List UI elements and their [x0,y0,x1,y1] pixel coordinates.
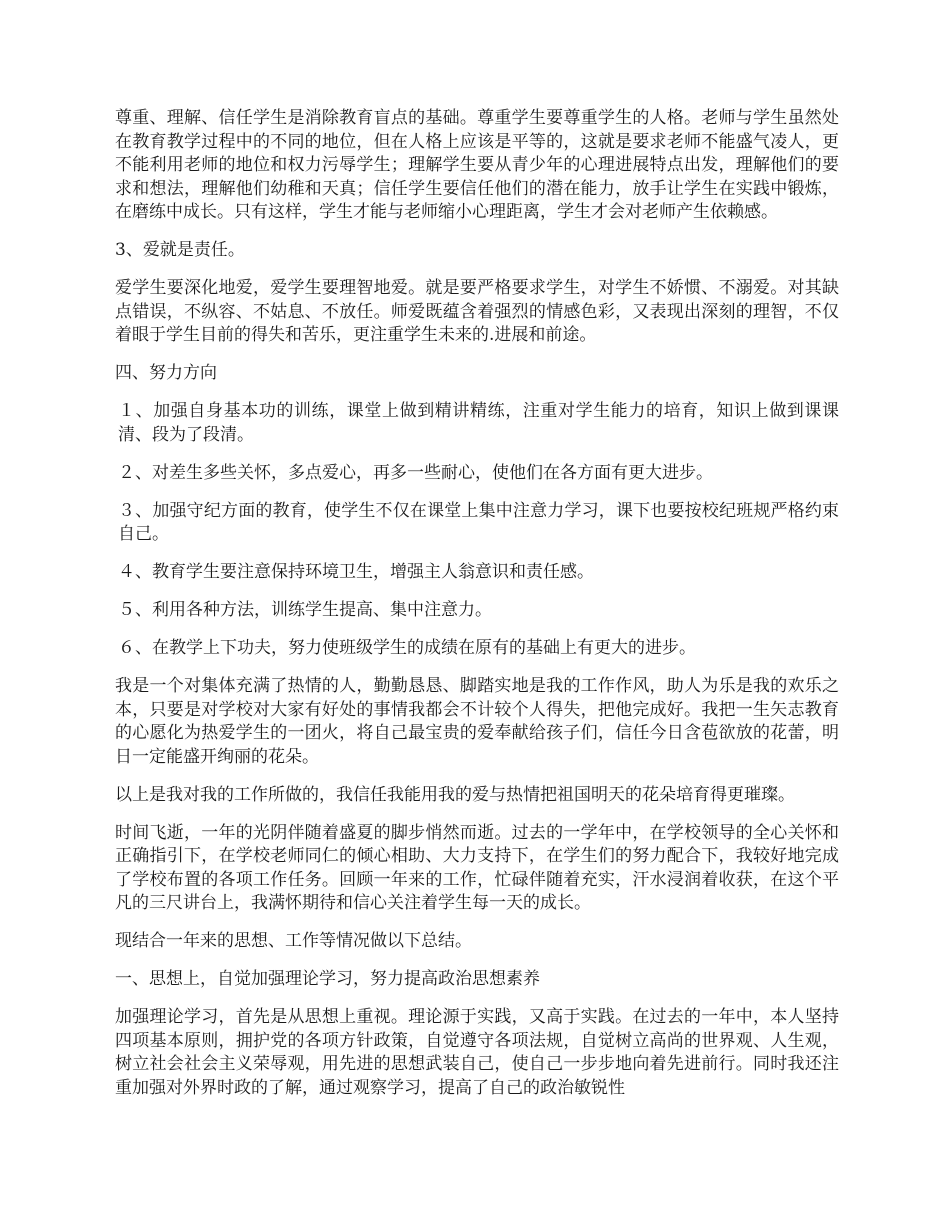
paragraph: 爱学生要深化地爱，爱学生要理智地爱。就是要严格要求学生，对学生不娇惯、不溺爱。对其缺点错误，不纵容、不姑息、不放任。师爱既蕴含着强烈的情感色彩，又表现出深刻的理智，不仅着眼于学生目前的得失和苦乐，更注重学生未来的.进展和前途。 [115,278,839,345]
paragraph: 我是一个对集体充满了热情的人，勤勤恳恳、脚踏实地是我的工作作风，助人为乐是我的欢乐之本，只要是对学校对大家有好处的事情我都会不计较个人得失，把他完成好。我把一生矢志教育的心愿化为热爱学生的一团火，将自己最宝贵的爱奉献给孩子们，信任今日含苞欲放的花蕾，明日一定能盛开绚丽的花朵。 [115,676,839,767]
paragraph: 3、爱就是责任。 [115,240,245,260]
paragraph: 加强理论学习，首先是从思想上重视。理论源于实践，又高于实践。在过去的一年中，本人坚持四项基本原则，拥护党的各项方针政策，自觉遵守各项法规，自觉树立高尚的世界观、人生观，树立社会社会主义荣辱观，用先进的思想武装自己，使自己一步步地向着先进前行。同时我还注重加强对外界时政的了解，通过观察学习，提高了自己的政治敏锐性 [115,1007,839,1098]
list-item: ６、在教学上下功夫，努力使班级学生的成绩在原有的基础上有更大的进步。 [118,638,696,658]
paragraph: 时间飞逝，一年的光阴伴随着盛夏的脚步悄然而逝。过去的一学年中，在学校领导的全心关怀和正确指引下，在学校老师同仁的倾心相助、大力支持下，在学生们的努力配合下，我较好地完成了学校布置的各项工作任务。回顾一年来的工作，忙碌伴随着充实，汗水浸润着收获，在这个平凡的三尺讲台上，我满怀期待和信心关注着学生每一天的成长。 [115,822,839,913]
list-item: ５、利用各种方法，训练学生提高、集中注意力。 [118,600,492,620]
list-item: ３、加强守纪方面的教育，使学生不仅在课堂上集中注意力学习，课下也要按校纪班规严格约束自己。 [118,500,839,544]
list-item: ２、对差生多些关怀，多点爱心，再多一些耐心，使他们在各方面有更大进步。 [118,462,713,483]
document-body [115,107,839,1115]
paragraph: 以上是我对我的工作所做的，我信任我能用我的爱与热情把祖国明天的花朵培育得更璀璨。 [115,784,795,805]
paragraph: 尊重、理解、信任学生是消除教育盲点的基础。尊重学生要尊重学生的人格。老师与学生虽然处在教育教学过程中的不同的地位，但在人格上应该是平等的，这就是要求老师不能盛气凌人，更不能利用老师的地位和权力污辱学生；理解学生要从青少年的心理进展特点出发，理解他们的要求和想法，理解他们幼稚和天真；信任学生要信任他们的潜在能力，放手让学生在实践中锻炼，在磨练中成长。只有这样，学生才能与老师缩小心理距离，学生才会对老师产生依赖感。 [115,108,839,222]
paragraph: 一、思想上，自觉加强理论学习，努力提高政治思想素养 [115,969,540,989]
list-item: ４、教育学生要注意保持环境卫生，增强主人翁意识和责任感。 [118,562,594,582]
paragraph: 现结合一年来的思想、工作等情况做以下总结。 [115,931,472,951]
paragraph: 四、努力方向 [115,363,217,383]
list-item: １、加强自身基本功的训练，课堂上做到精讲精练，注重对学生能力的培育，知识上做到课课清、段为了段清。 [118,401,839,445]
